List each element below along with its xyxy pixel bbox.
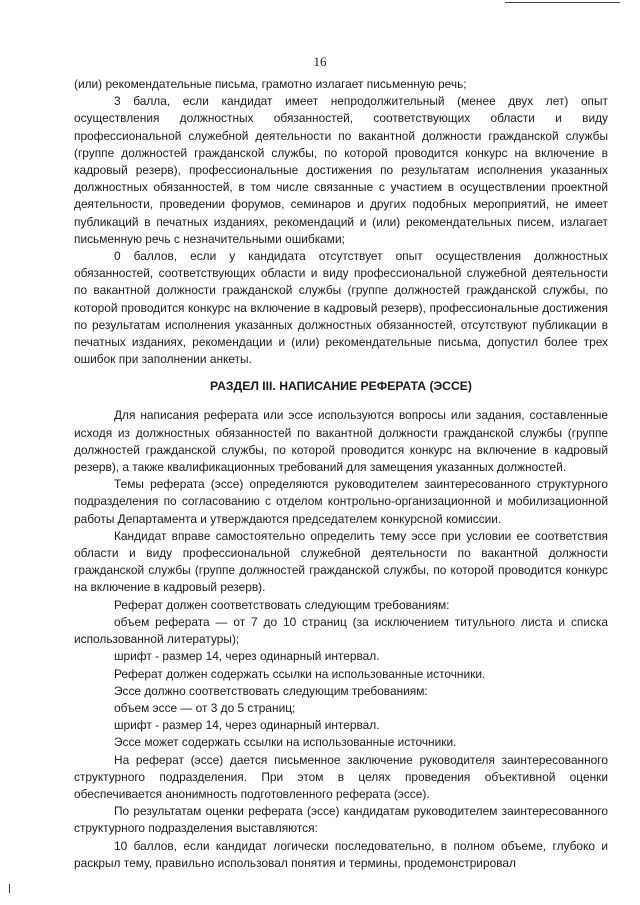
paragraph-1: (или) рекомендательные письма, грамотно излагает письменную речь; <box>74 77 467 91</box>
paragraph-2: 3 балла, если кандидат имеет непродолжительный (менее двух лет) опыт осуществления должностных обязанностей, соответствующих области и виду профессиональной служебной деятельности по вакантной должности гражданской службы (группе должностей гражданской службы, по которой проводится конкурс на включение в кадровый резерв), профессиональные достижения по результатам исполнения указанных должностных обязанностей, в том числе связанные с участием в осуществлении проектной деятельности, проведении форумов, семинаров и других подобных мероприятий, не имеет публикаций в печатных изданиях, рекомендаций и (или) рекомендательных писем, излагает письменную речь с незначительными ошибками; <box>74 94 608 246</box>
paragraph-13: шрифт - размер 14, через одинарный интервал. <box>114 718 380 733</box>
paragraph-7: Реферат должен соответствовать следующим требованиям: <box>114 597 450 612</box>
scan-margin-mark <box>9 884 10 893</box>
paragraph-17: 10 баллов, если кандидат логически последовательно, в полном объеме, глубоко и раскрыл тему, правильно использовал понятия и термины, продемонстрировал <box>74 838 608 870</box>
paragraph-4: Для написания реферата или эссе используются вопросы или задания, составленные исходя из должностных обязанностей по вакантной должности гражданской службы (группе должностей гражданской службы, по которой проводится конкурс на включение в кадровый резерв), а также квалификационных требований для замещения указанных должностей. <box>74 408 608 475</box>
paragraph-9: шрифт - размер 14, через одинарный интервал. <box>114 649 380 664</box>
paragraph-5: Темы реферата (эссе) определяются руководителем заинтересованного структурного подразделения по согласованию с отделом контрольно-организационной и мобилизационной работы Департамента и утверждаются председателем конкурсной комиссии. <box>74 477 608 526</box>
paragraph-6: Кандидат вправе самостоятельно определить тему эссе при условии ее соответствия области и виду профессиональной служебной деятельности по вакантной должности гражданской службы (группе должностей гражданской службы, по которой проводится конкурс на включение в кадровый резерв). <box>74 528 608 595</box>
paragraph-10: Реферат должен содержать ссылки на использованные источники. <box>114 666 486 681</box>
document-body <box>74 76 608 872</box>
section-heading: РАЗДЕЛ III. НАПИСАНИЕ РЕФЕРАТА (ЭССЕ) <box>210 379 472 394</box>
paragraph-3: 0 баллов, если у кандидата отсутствует опыт осуществления должностных обязанностей, соответствующих области и виду профессиональной служебной деятельности по вакантной должности гражданской службы (группе должностей гражданской службы, по которой проводится конкурс на включение в кадровый резерв), профессиональные достижения по результатам исполнения указанных должностных обязанностей, отсутствуют публикации в печатных изданиях, рекомендации и (или) рекомендательные письма, допустил более трех ошибок при заполнении анкеты. <box>74 249 608 367</box>
paragraph-16: По результатам оценки реферата (эссе) кандидатам руководителем заинтересованного структурного подразделения выставляются: <box>74 804 608 836</box>
paragraph-12: объем эссе — от 3 до 5 страниц; <box>114 700 296 715</box>
top-edge-rule <box>505 2 620 3</box>
paragraph-8: объем реферата — от 7 до 10 страниц (за исключением титульного листа и списка использованной литературы); <box>74 614 608 647</box>
page-number: 16 <box>313 54 327 69</box>
paragraph-14: Эссе может содержать ссылки на использованные источники. <box>114 735 457 750</box>
paragraph-11: Эссе должно соответствовать следующим требованиям: <box>114 683 428 698</box>
paragraph-15: На реферат (эссе) дается письменное заключение руководителя заинтересованного структурного подразделения. При этом в целях проведения объективной оценки обеспечивается анонимность подготовленного реферата (эссе). <box>74 752 608 801</box>
